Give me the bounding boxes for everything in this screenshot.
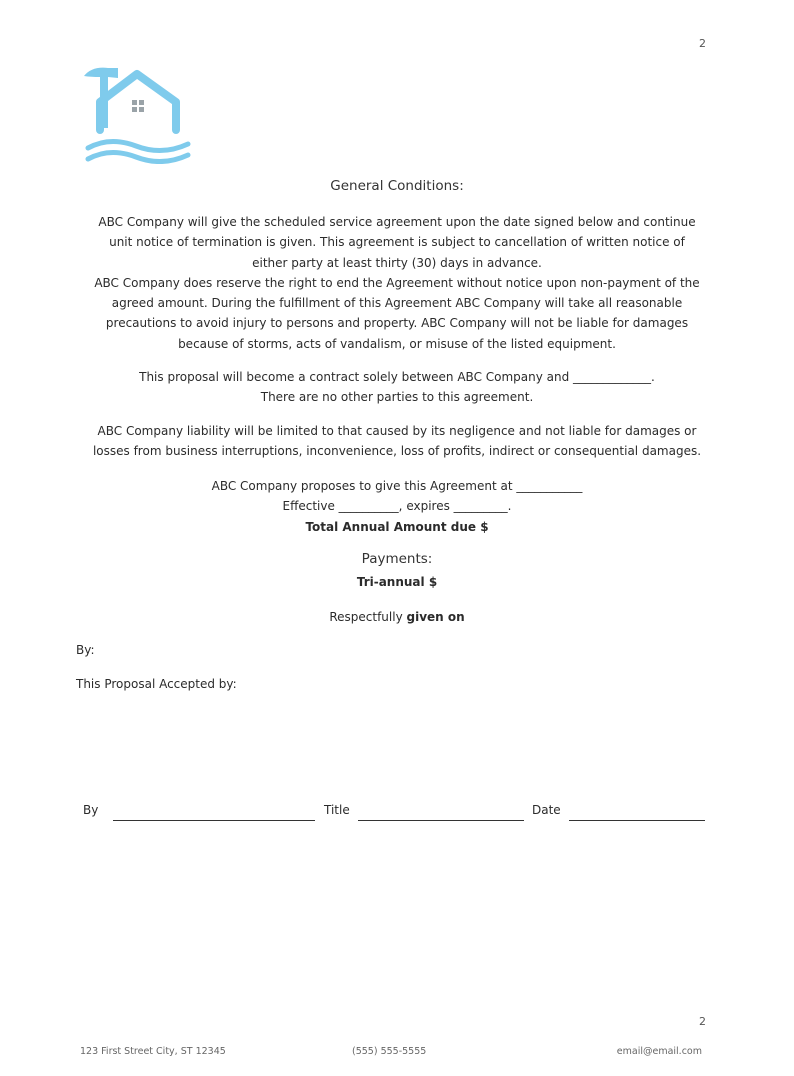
text-line: ABC Company does reserve the right to end the Agreement without notice upon non-payment of the bbox=[94, 275, 700, 290]
signature-by-label: By bbox=[83, 803, 99, 817]
text-line: precautions to avoid injury to persons and property. ABC Company will not be liable for damages bbox=[105, 316, 689, 331]
section-title: General Conditions: bbox=[330, 178, 464, 194]
tri-annual-amount: Tri-annual $ bbox=[356, 575, 438, 589]
page-number-bottom: 2 bbox=[699, 1015, 706, 1028]
text-line: There are no other parties to this agreement. bbox=[260, 390, 534, 405]
text-line: ABC Company will give the scheduled service agreement upon the date signed below and continue bbox=[98, 215, 696, 229]
conditions-paragraph bbox=[60, 212, 734, 354]
signature-title-label: Title bbox=[324, 803, 350, 817]
respectfully-text: Respectfully bbox=[329, 610, 403, 624]
accepted-by-label: This Proposal Accepted by: bbox=[76, 677, 237, 691]
text-line: agreed amount. During the fulfillment of this Agreement ABC Company will take all reasonable bbox=[111, 296, 683, 311]
text-line: This proposal will become a contract solely between ABC Company and _____________. bbox=[139, 370, 655, 384]
proposal-line: ABC Company proposes to give this Agreement at ___________ bbox=[211, 479, 583, 493]
footer-phone: (555) 555-5555 bbox=[352, 1046, 427, 1057]
text-line: unit notice of termination is given. This agreement is subject to cancellation of written notice of bbox=[109, 235, 685, 250]
text-line: because of storms, acts of vandalism, or misuse of the listed equipment. bbox=[178, 336, 616, 351]
liability-paragraph bbox=[60, 421, 734, 462]
payments-heading: Payments: bbox=[361, 551, 433, 567]
text-line: either party at least thirty (30) days in advance. bbox=[252, 255, 542, 270]
page-number-top: 2 bbox=[699, 37, 706, 50]
total-annual-amount: Total Annual Amount due $ bbox=[305, 519, 489, 534]
signature-title-line[interactable] bbox=[358, 820, 524, 821]
text-line: losses from business interruptions, inconvenience, loss of profits, indirect or consequential damages. bbox=[92, 444, 702, 459]
given-on-text: given on bbox=[406, 610, 465, 624]
contract-paragraph bbox=[60, 367, 734, 408]
signature-row bbox=[0, 803, 794, 827]
effective-line: Effective __________, expires _________. bbox=[282, 499, 512, 514]
signature-date-line[interactable] bbox=[569, 820, 705, 821]
by-label: By: bbox=[76, 643, 95, 657]
footer-address: 123 First Street City, ST 12345 bbox=[80, 1046, 226, 1057]
signature-date-label: Date bbox=[532, 803, 561, 817]
house-hammer-logo-icon bbox=[80, 64, 192, 164]
footer-email: email@email.com bbox=[616, 1046, 702, 1057]
text-line: ABC Company liability will be limited to that caused by its negligence and not liable for damages or bbox=[97, 424, 697, 438]
proposal-block bbox=[60, 476, 734, 537]
respectfully-line bbox=[60, 607, 734, 627]
signature-by-line[interactable] bbox=[113, 820, 315, 821]
